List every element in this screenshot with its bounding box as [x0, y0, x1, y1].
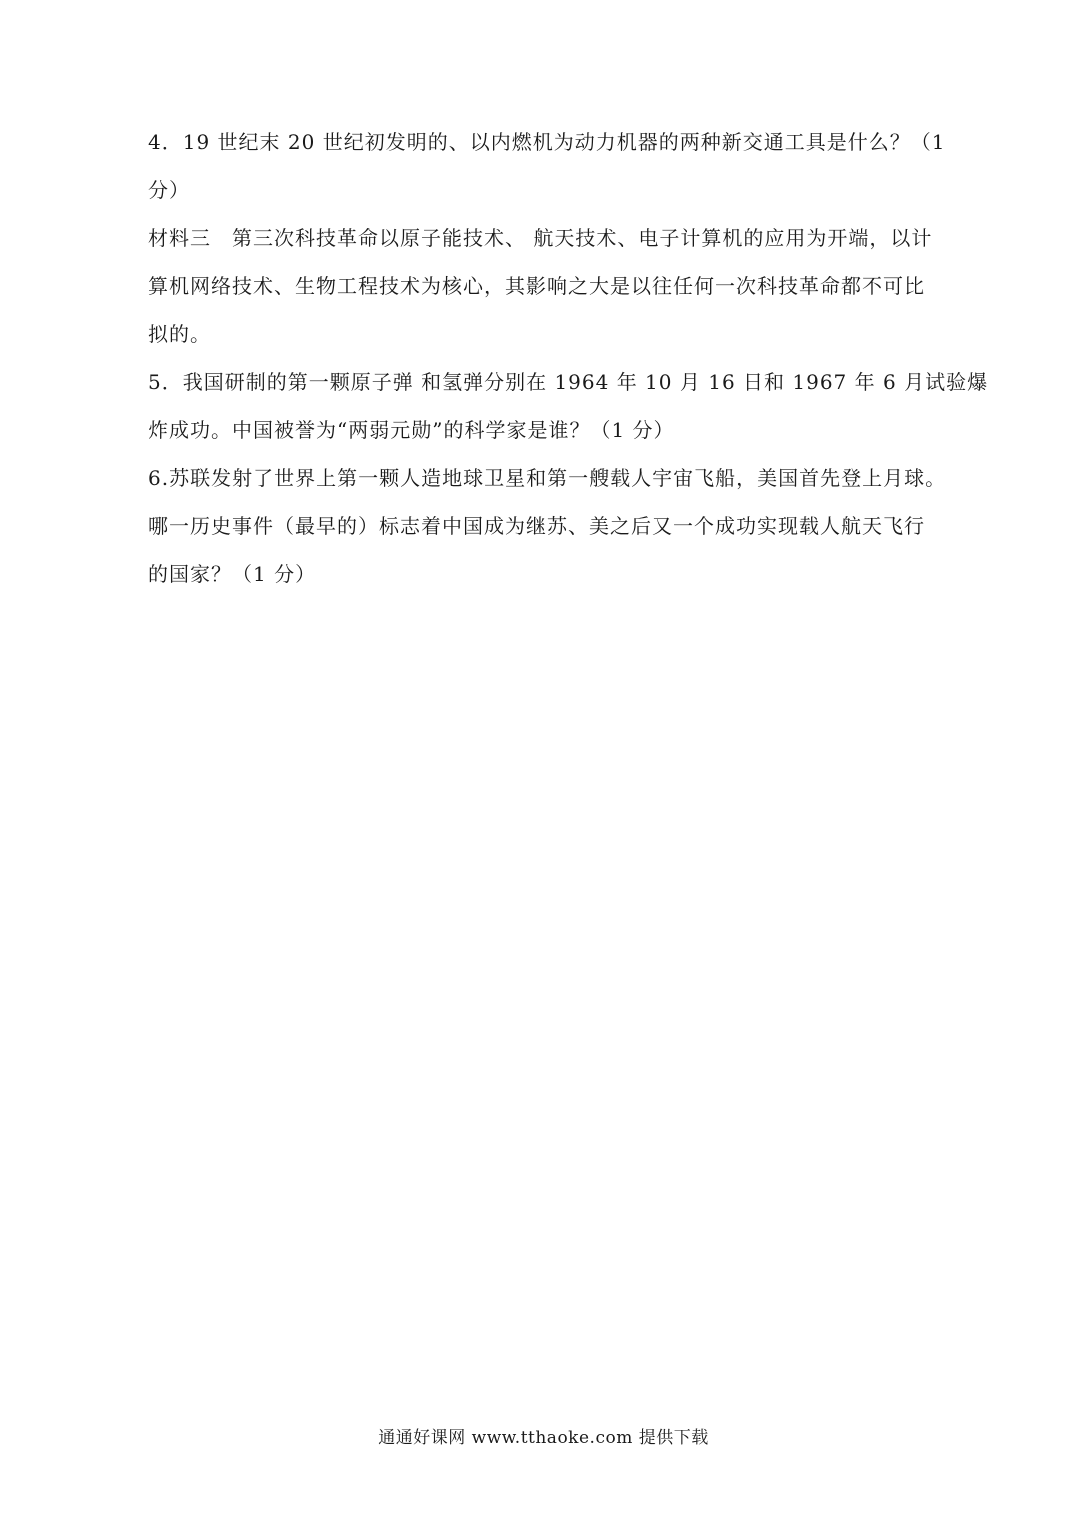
- question-4-line-1: 4．19 世纪末 20 世纪初发明的、以内燃机为动力机器的两种新交通工具是什么？（1: [148, 130, 946, 154]
- material-3: [148, 214, 973, 358]
- question-6-line-1: 6.苏联发射了世界上第一颗人造地球卫星和第一艘载人宇宙飞船，美国首先登上月球。: [148, 466, 947, 490]
- material-3-line-1: 材料三 第三次科技革命以原子能技术、 航天技术、电子计算机的应用为开端，以计: [148, 226, 933, 250]
- material-3-line-3: 拟的。: [148, 322, 211, 346]
- question-6-line-2: 哪一历史事件（最早的）标志着中国成为继苏、美之后又一个成功实现载人航天飞行: [148, 514, 925, 538]
- question-5: [148, 358, 989, 454]
- document-body: [148, 118, 989, 598]
- question-6-line-3: 的国家？（1 分）: [148, 562, 317, 586]
- question-5-line-1: 5．我国研制的第一颗原子弹 和氢弹分别在 1964 年 10 月 16 日和 1967 年 6 月试验爆: [148, 370, 989, 394]
- page-footer: 通通好课网 www.tthaoke.com 提供下载: [378, 1428, 709, 1448]
- question-5-line-2: 炸成功。中国被誉为“两弱元勋”的科学家是谁？（1 分）: [148, 418, 675, 442]
- question-4: [148, 118, 973, 214]
- question-6: [148, 454, 973, 598]
- material-3-line-2: 算机网络技术、生物工程技术为核心，其影响之大是以往任何一次科技革命都不可比: [148, 274, 925, 298]
- question-4-line-2: 分）: [148, 178, 190, 202]
